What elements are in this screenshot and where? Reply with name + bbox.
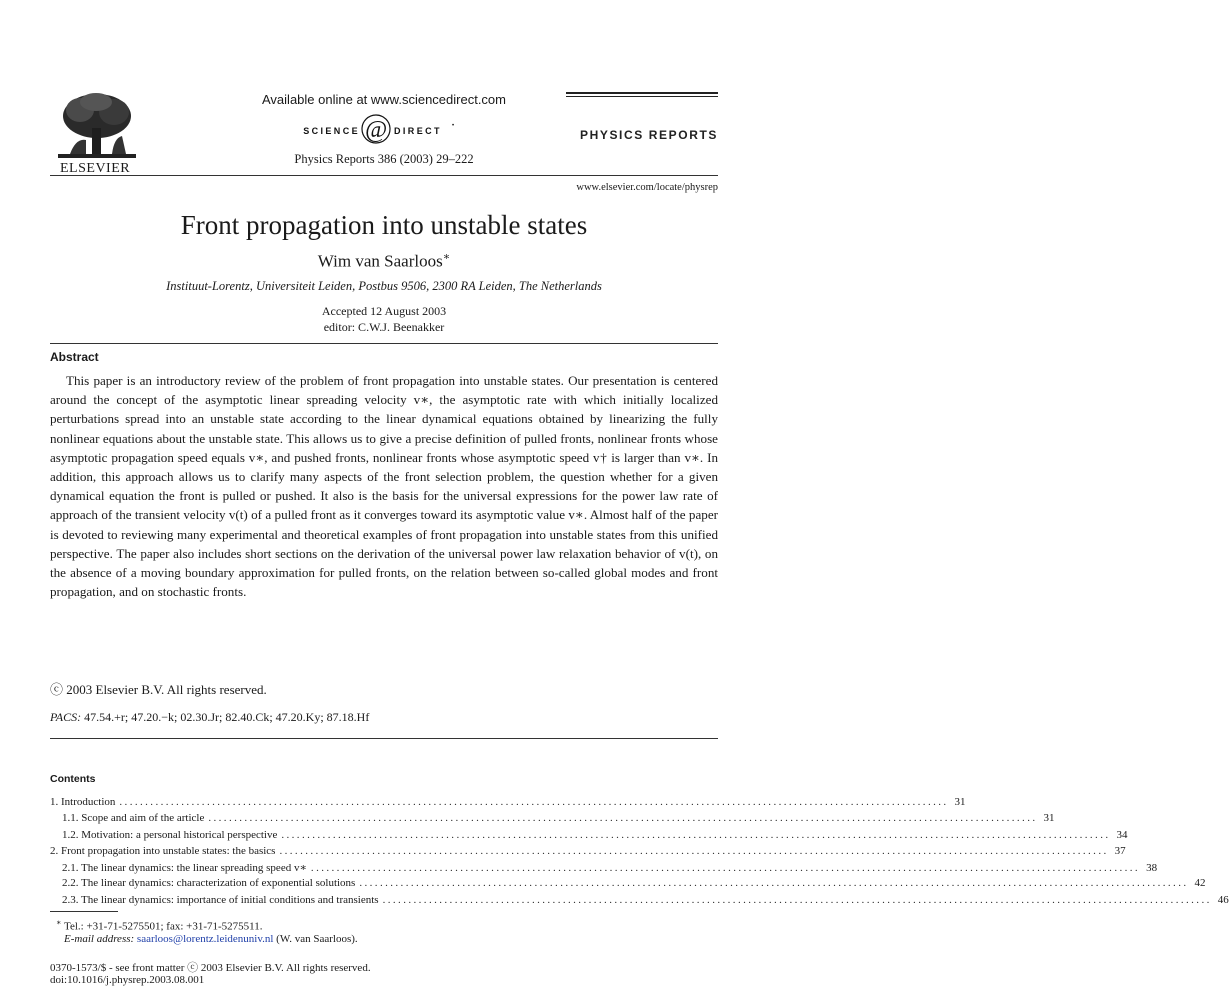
abstract-body: This paper is an introductory review of the problem of front propagation into unstable states. Our presentation is centered around the concept of the asymptotic linear spreading velocity v∗, the asymptotic rate with which initially localized perturbations spread into an unstable state according to the linear dynamical equations obtained by linearizing the fully nonlinear equations about the unstable state. This allows us to give a precise definition of pulled fronts, nonlinear fronts whose asymptotic propagation speed equals v∗, and pushed fronts, nonlinear fronts whose asymptotic speed v† is larger than v∗. In addition, this approach allows us to clarify many aspects of the front selection problem, the question whether for a given dynamical equation the front is pulled or pushed. It also is the basis for the universal expressions for the power law rate of approach of the transient velocity v(t) of a pulled front as it converges toward its asymptotic value v∗. Almost half of the paper is devoted to reviewing many experimental and theoretical examples of front propagation into unstable states from this unified perspective. The paper also includes short sections on the derivation of the universal power law relaxation behavior of v(t), on the absence of a moving boundary approximation for pulled fronts, on the relation between so-called global modes and front propagation, and on stochastic fronts. (50, 373, 718, 600)
abstract-heading: Abstract (50, 350, 99, 364)
email-link[interactable]: saarloos@lorentz.leidenuniv.nl (136, 933, 274, 945)
toc-entry-page: 31 (1043, 812, 1055, 825)
footnote-rule (50, 911, 118, 912)
sd-mark: • (452, 123, 455, 129)
abstract-copyright: ⓒ 2003 Elsevier B.V. All rights reserved. (50, 682, 267, 697)
pacs-line (50, 710, 369, 725)
toc-leader-dots: ................................................................................................................................................................. (279, 844, 1109, 857)
footnote-mark: ∗ (56, 918, 62, 927)
sd-at-text: @ (364, 117, 388, 143)
sd-left-text: SCIENCE (303, 126, 360, 136)
email-owner: (W. van Saarloos). (276, 933, 358, 945)
author-name: Wim van Saarloos (317, 251, 443, 271)
toc-entry-page: 34 (1116, 828, 1128, 841)
toc-leader-dots: ................................................................................................................................................................. (382, 893, 1212, 906)
toc-entry-page: 38 (1146, 862, 1158, 875)
abstract-top-rule (50, 343, 718, 344)
toc-leader-dots: ................................................................................................................................................................. (281, 828, 1111, 841)
toc-entry-label: 2. Front propagation into unstable states: the basics (50, 844, 276, 857)
email-label: E-mail address: (64, 933, 135, 945)
journal-citation: Physics Reports 386 (2003) 29–222 (294, 152, 474, 166)
toc-entry[interactable] (50, 893, 1229, 910)
toc-entry-label: 1. Introduction (50, 796, 116, 808)
editor-line: editor: C.W.J. Beenakker (323, 320, 445, 334)
doi-line[interactable]: doi:10.1016/j.physrep.2003.08.001 (50, 974, 205, 986)
toc-entry[interactable] (50, 796, 966, 812)
toc-leader-dots: ................................................................................................................................................................. (359, 877, 1189, 890)
journal-rule-thick (566, 92, 718, 94)
toc-entry[interactable] (50, 828, 1128, 845)
toc-entry[interactable] (50, 861, 1158, 877)
toc-entry[interactable] (50, 812, 1055, 828)
footnote-contact (56, 918, 263, 933)
author-affiliation: Instituut-Lorentz, Universiteit Leiden, Postbus 9506, 2300 RA Leiden, The Netherlands (166, 279, 602, 293)
toc-leader-dots: ................................................................................................................................................................. (208, 812, 1038, 825)
footnote-email-line (64, 933, 358, 945)
available-online-text: Available online at www.sciencedirect.com (262, 92, 506, 107)
toc-entry-label: 1.2. Motivation: a personal historical perspective (62, 828, 278, 841)
toc-entry-page: 31 (954, 796, 966, 808)
abstract-bottom-rule (50, 738, 718, 739)
toc-entry[interactable] (50, 844, 1126, 861)
toc-entry[interactable] (50, 877, 1206, 893)
pacs-codes: 47.54.+r; 47.20.−k; 02.30.Jr; 82.40.Ck; 47.20.Ky; 87.18.Hf (84, 710, 370, 724)
article-title: Front propagation into unstable states (180, 210, 588, 240)
toc-entry-label: 2.2. The linear dynamics: characterization of exponential solutions (62, 877, 356, 890)
header-divider (50, 175, 718, 176)
journal-url-link[interactable]: www.elsevier.com/locate/physrep (576, 182, 718, 193)
toc-entry-label: 2.3. The linear dynamics: importance of initial conditions and transients (62, 893, 379, 906)
author-footnote-mark[interactable]: ∗ (442, 251, 451, 263)
toc-leader-dots: ................................................................................................................................................................. (310, 862, 1141, 875)
toc-entry-page: 37 (1114, 844, 1126, 857)
sd-right-text: DIRECT (394, 126, 442, 136)
journal-rule-thin (566, 96, 718, 97)
toc-entry-label: 1.1. Scope and aim of the article (62, 812, 205, 825)
accepted-date: Accepted 12 August 2003 (321, 304, 447, 318)
footnote-tel: Tel.: +31-71-5275501; fax: +31-71-5275511. (64, 920, 263, 933)
toc-entry-page: 46 (1217, 893, 1229, 906)
issn-line: 0370-1573/$ - see front matter ⓒ 2003 Elsevier B.V. All rights reserved. (50, 962, 371, 974)
contents-heading: Contents (50, 773, 96, 785)
toc-leader-dots: ................................................................................................................................................................. (119, 796, 949, 808)
toc-entry-page: 42 (1194, 877, 1206, 890)
toc-entry-label: 2.1. The linear dynamics: the linear spreading speed v∗ (62, 862, 307, 875)
table-of-contents (50, 796, 1229, 910)
publisher-name: ELSEVIER (60, 161, 131, 176)
sciencedirect-logo (262, 113, 508, 145)
journal-name: PHYSICS REPORTS (579, 128, 718, 142)
author-line (0, 250, 768, 272)
pacs-label: PACS: (50, 710, 82, 724)
